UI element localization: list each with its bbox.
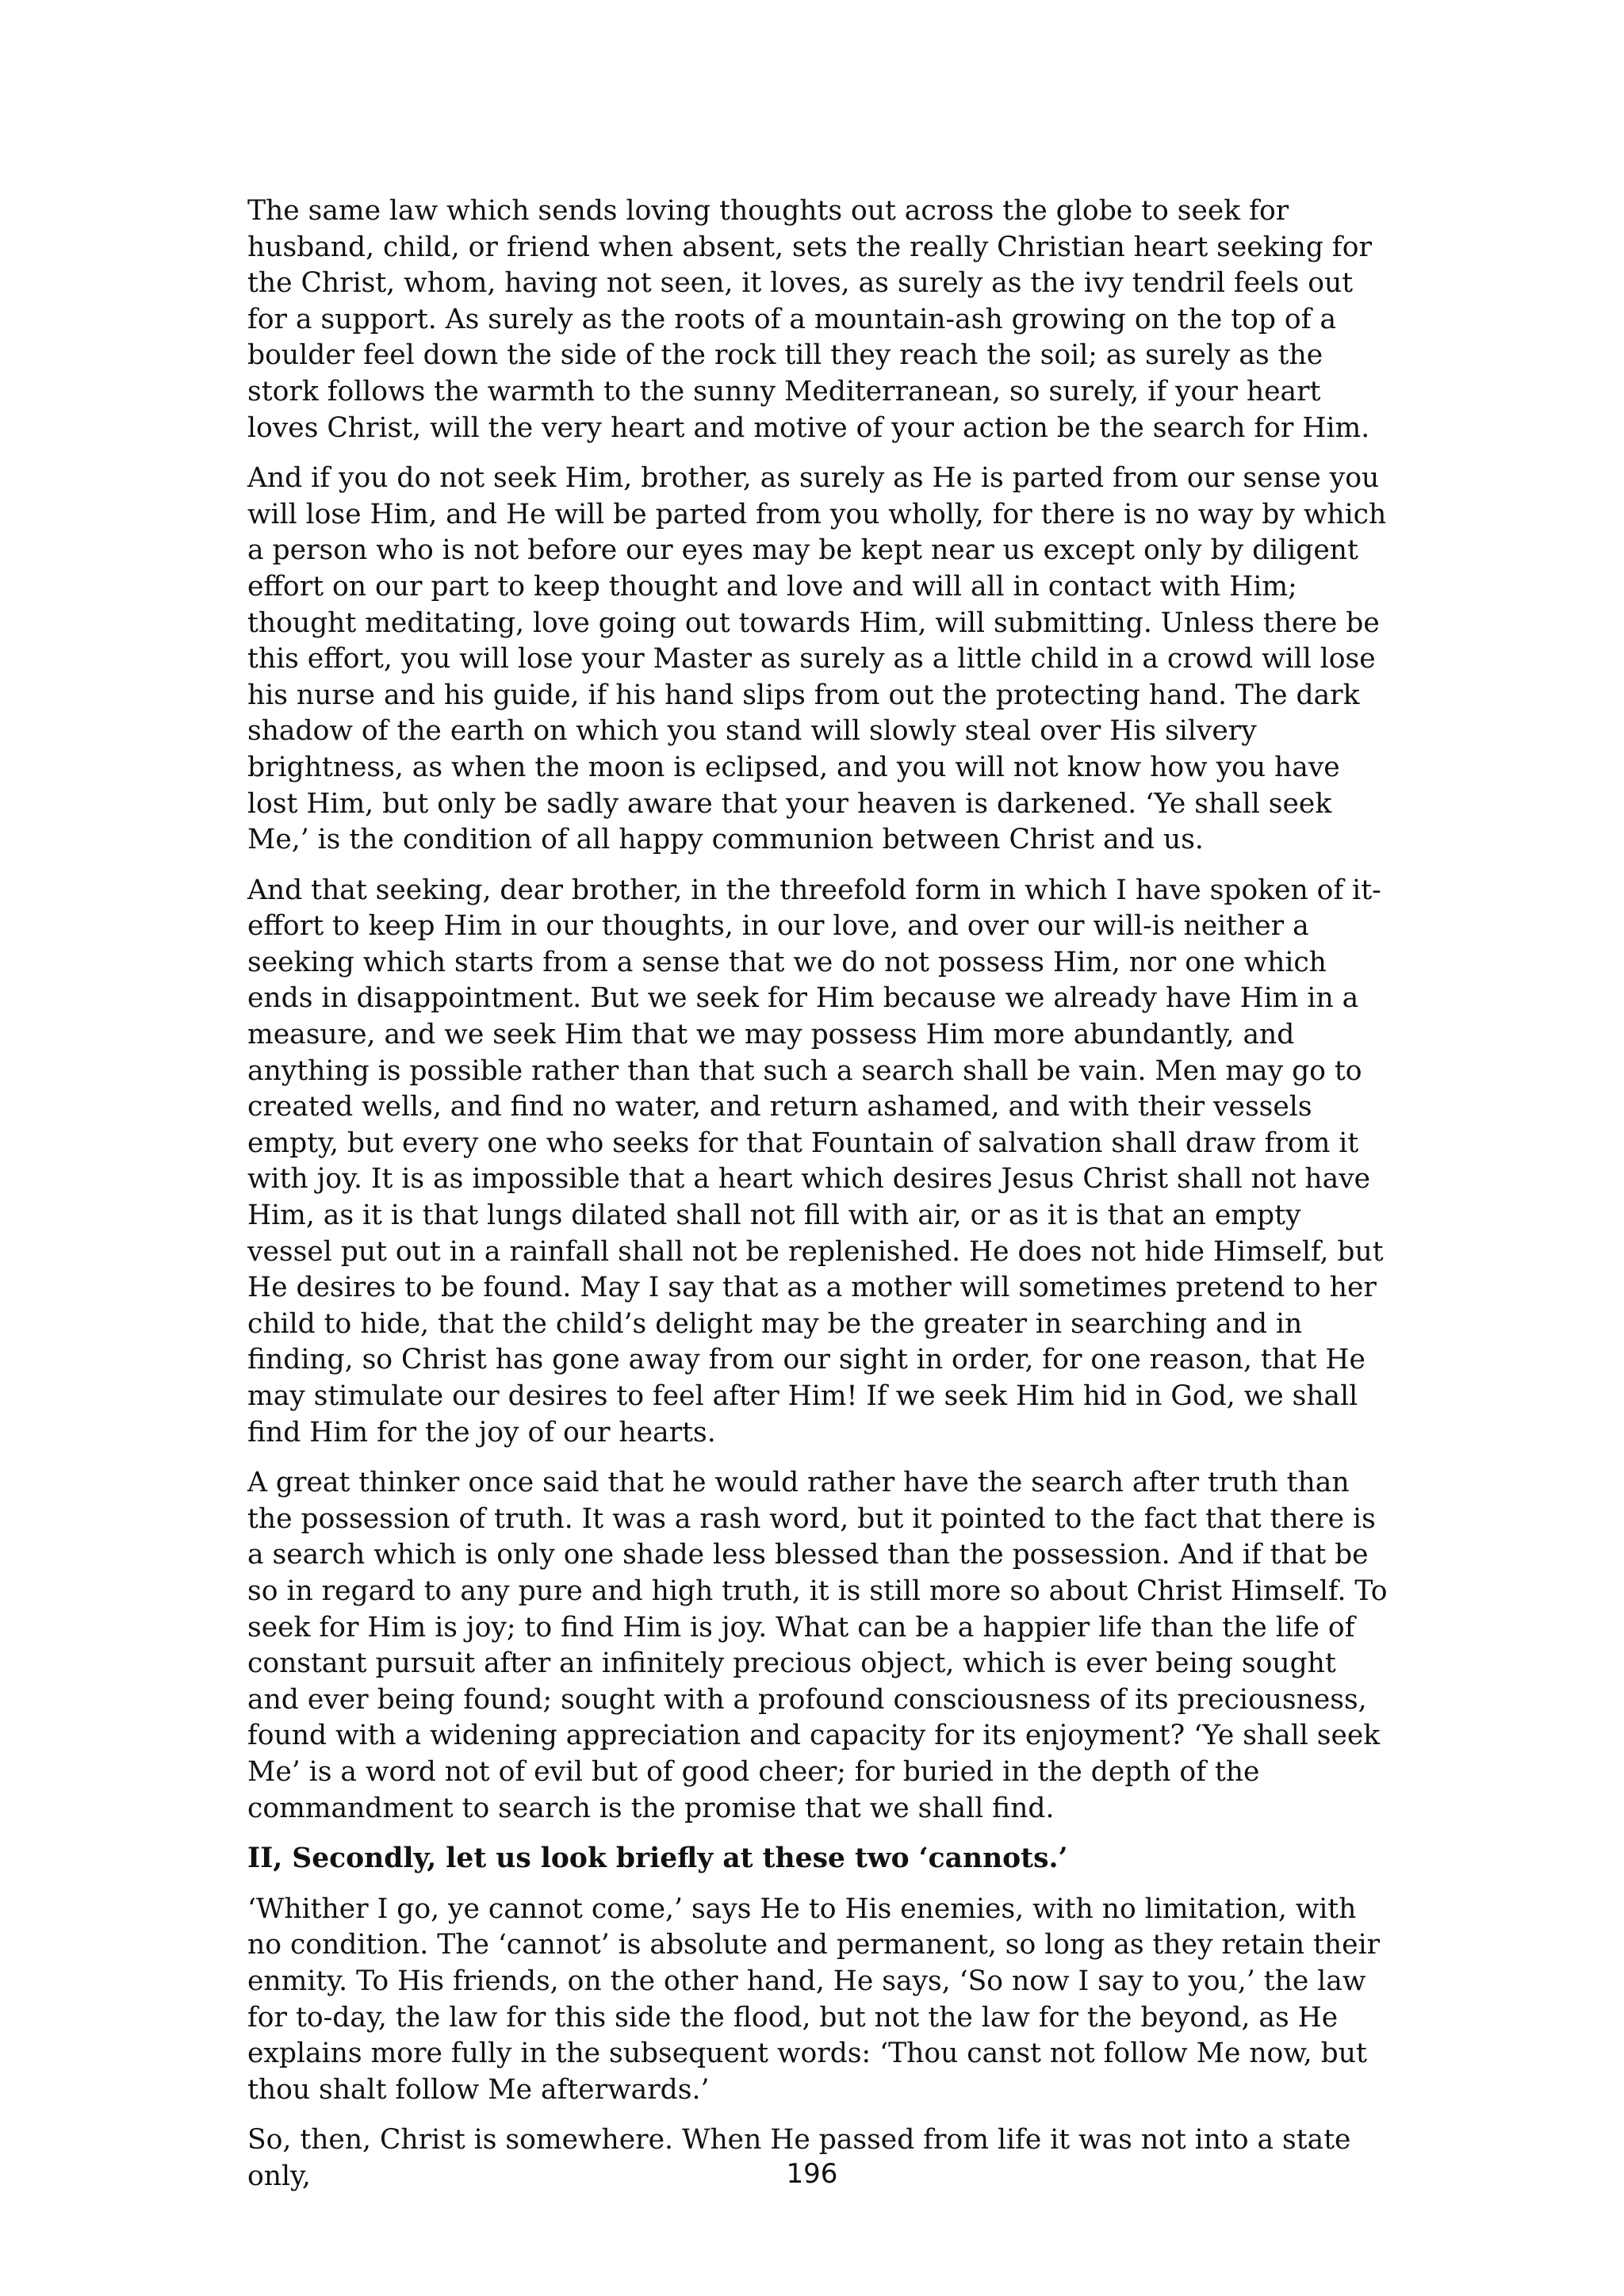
- paragraph-whither-i-go: ‘Whither I go, ye cannot come,’ says He to His enemies, with no limitation, with no condition. The ‘cannot’ is absolute and permanent, so long as they retain their enmity. To His friends, on the other hand, He says, ‘So now I say to you,’ the law for to-day, the law for this side the flood, but not the law for the beyond, as He explains more fully in the subsequent words: ‘Thou canst not follow Me now, but thou shalt follow Me afterwards.’: [247, 1892, 1381, 2106]
- paragraph-search-after-truth: A great thinker once said that he would rather have the search after truth than the possession of truth. It was a rash word, but it pointed to the fact that there is a search which is only one shade less blessed than the possession. And if that be so in regard to any pure and high truth, it is still more so about Christ Himself. To seek for Him is joy; to find Him is joy. What can be a happier life than the life of constant pursuit after an infinitely precious object, which is ever being sought and ever being found; sought with a profound consciousness of its preciousness, found with a widening appreciation and capacity for its enjoyment? ‘Ye shall seek Me’ is a word not of evil but of good cheer; for buried in the depth of the commandment to search is the promise that we shall find.: [247, 1467, 1388, 1824]
- page-number: 196: [786, 2158, 838, 2190]
- section-heading: II, Secondly, let us look briefly at these two ‘cannots.’: [247, 1843, 1068, 1875]
- paragraph-christ-is-somewhere: So, then, Christ is somewhere. When He passed from life it was not into a state only,: [247, 2124, 1351, 2192]
- page-body: [247, 193, 1389, 2209]
- paragraph-seeking-law: The same law which sends loving thoughts out across the globe to seek for husband, child, or friend when absent, sets the really Christian heart seeking for the Christ, whom, having not seen, it loves, as surely as the ivy tendril feels out for a support. As surely as the roots of a mountain-ash growing on the top of a boulder feel down the side of the rock till they reach the soil; as surely as the stork follows the warmth to the sunny Mediterranean, so surely, if your heart loves Christ, will the very heart and motive of your action be the search for Him.: [247, 195, 1372, 444]
- paragraph-lose-him: And if you do not seek Him, brother, as surely as He is parted from our sense you will lose Him, and He will be parted from you wholly, for there is no way by which a person who is not before our eyes may be kept near us except only by diligent effort on our part to keep thought and love and will all in contact with Him; thought meditating, love going out towards Him, will submitting. Unless there be this effort, you will lose your Master as surely as a little child in a crowd will lose his nurse and his guide, if his hand slips from out the protecting hand. The dark shadow of the earth on which you stand will slowly steal over His silvery brightness, as when the moon is eclipsed, and you will not know how you have lost Him, but only be sadly aware that your heaven is darkened. ‘Ye shall seek Me,’ is the condition of all happy communion between Christ and us.: [247, 462, 1387, 856]
- paragraph-threefold-seeking: And that seeking, dear brother, in the threefold form in which I have spoken of it-effort to keep Him in our thoughts, in our love, and over our will-is neither a seeking which starts from a sense that we do not possess Him, nor one which ends in disappointment. But we seek for Him because we already have Him in a measure, and we seek Him that we may possess Him more abundantly, and anything is possible rather than that such a search shall be vain. Men may go to created wells, and find no water, and return ashamed, and with their vessels empty, but every one who seeks for that Fountain of salvation shall draw from it with joy. It is as impossible that a heart which desires Jesus Christ shall not have Him, as it is that lungs dilated shall not fill with air, or as it is that an empty vessel put out in a rainfall shall not be replenished. He does not hide Himself, but He desires to be found. May I say that as a mother will sometimes pretend to her child to hide, that the child’s delight may be the greater in searching and in finding, so Christ has gone away from our sight in order, for one reason, that He may stimulate our desires to feel after Him! If we seek Him hid in God, we shall find Him for the joy of our hearts.: [247, 874, 1384, 1448]
